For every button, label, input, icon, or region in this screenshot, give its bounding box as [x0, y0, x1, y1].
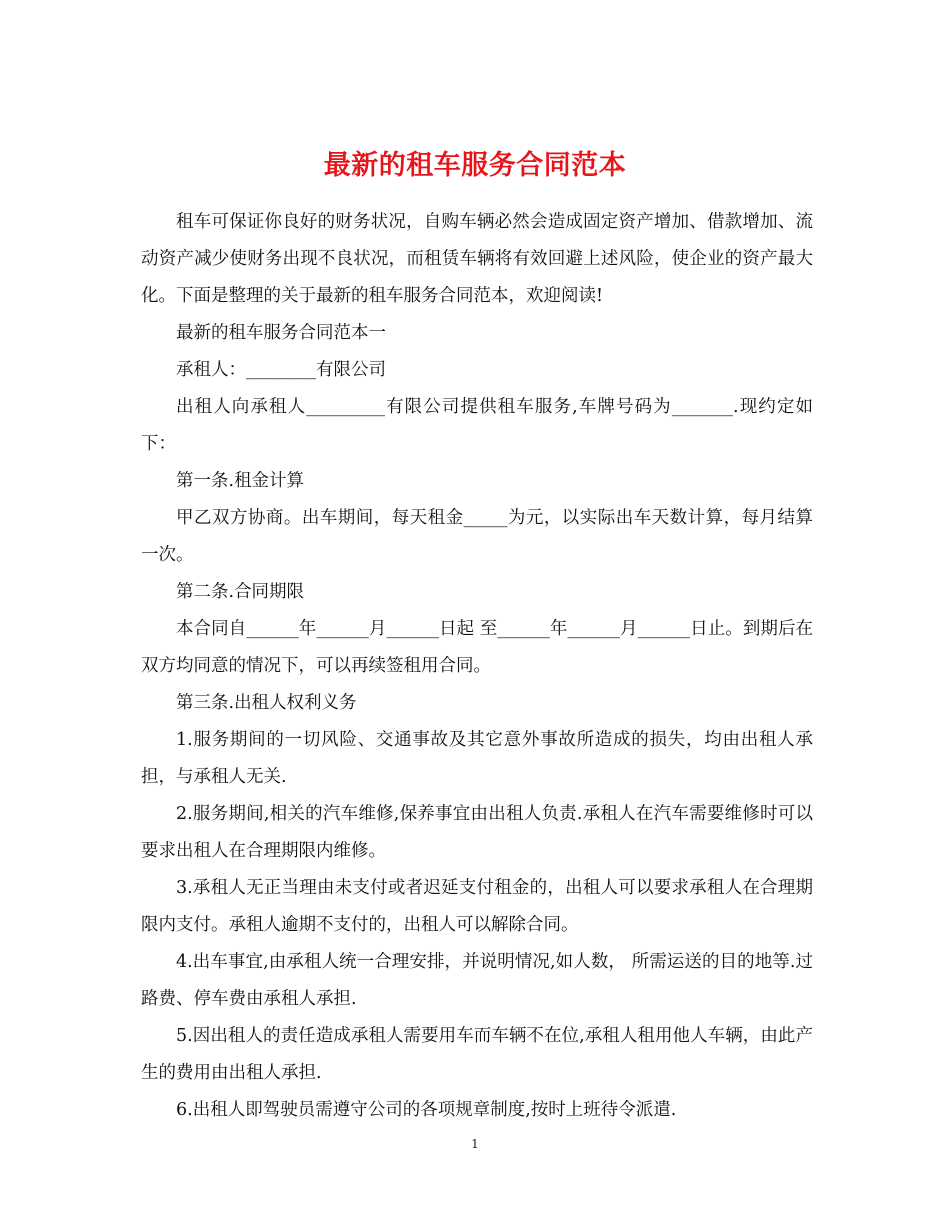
- numbered-item: 1.服务期间的一切风险、交通事故及其它意外事故所造成的损失，均由出租人承担，与承租人无关.: [141, 730, 813, 787]
- section-heading: 最新的租车服务合同范本一: [176, 323, 386, 343]
- clause-heading: 第三条.出租人权利义务: [176, 693, 357, 713]
- numbered-item: 2.服务期间,相关的汽车维修,保养事宜由出租人负责.承租人在汽车需要维修时可以要求出租人在合理期限内维修。: [141, 804, 813, 861]
- document-title: 最新的租车服务合同范本: [323, 150, 627, 182]
- clause-heading: 第二条.合同期限: [176, 582, 305, 602]
- page-number: 1: [471, 1137, 479, 1151]
- numbered-item: 3.承租人无正当理由未支付或者迟延支付租金的，出租人可以要求承租人在合理期限内支付。承租人逾期不支付的，出租人可以解除合同。: [141, 878, 813, 935]
- contract-paragraph: 出租人向承租人_________有限公司提供租车服务,车牌号码为_______.现约定如下：: [141, 397, 813, 454]
- contract-paragraph: 本合同自______年______月______日起 至______年______月______日止。到期后在双方均同意的情况下，可以再续签租用合同。: [141, 619, 813, 676]
- contract-party-line: 承租人：________有限公司: [176, 360, 386, 380]
- document-body: [141, 204, 813, 1129]
- clause-heading: 第一条.租金计算: [176, 471, 305, 491]
- intro-paragraph: 租车可保证你良好的财务状况，自购车辆必然会造成固定资产增加、借款增加、流动资产减少使财务出现不良状况，而租赁车辆将有效回避上述风险，使企业的资产最大化。下面是整理的关于最新的租车服务合同范本，欢迎阅读!: [141, 212, 813, 306]
- contract-paragraph: 甲乙双方协商。出车期间，每天租金_____为元，以实际出车天数计算，每月结算一次。: [141, 508, 813, 565]
- numbered-item: 6.出租人即驾驶员需遵守公司的各项规章制度,按时上班待令派遣.: [176, 1100, 677, 1120]
- numbered-item: 4.出车事宜,由承租人统一合理安排，并说明情况,如人数， 所需运送的目的地等.过路费、停车费由承租人承担.: [141, 952, 813, 1009]
- numbered-item: 5.因出租人的责任造成承租人需要用车而车辆不在位,承租人租用他人车辆，由此产生的费用由出租人承担.: [141, 1026, 813, 1083]
